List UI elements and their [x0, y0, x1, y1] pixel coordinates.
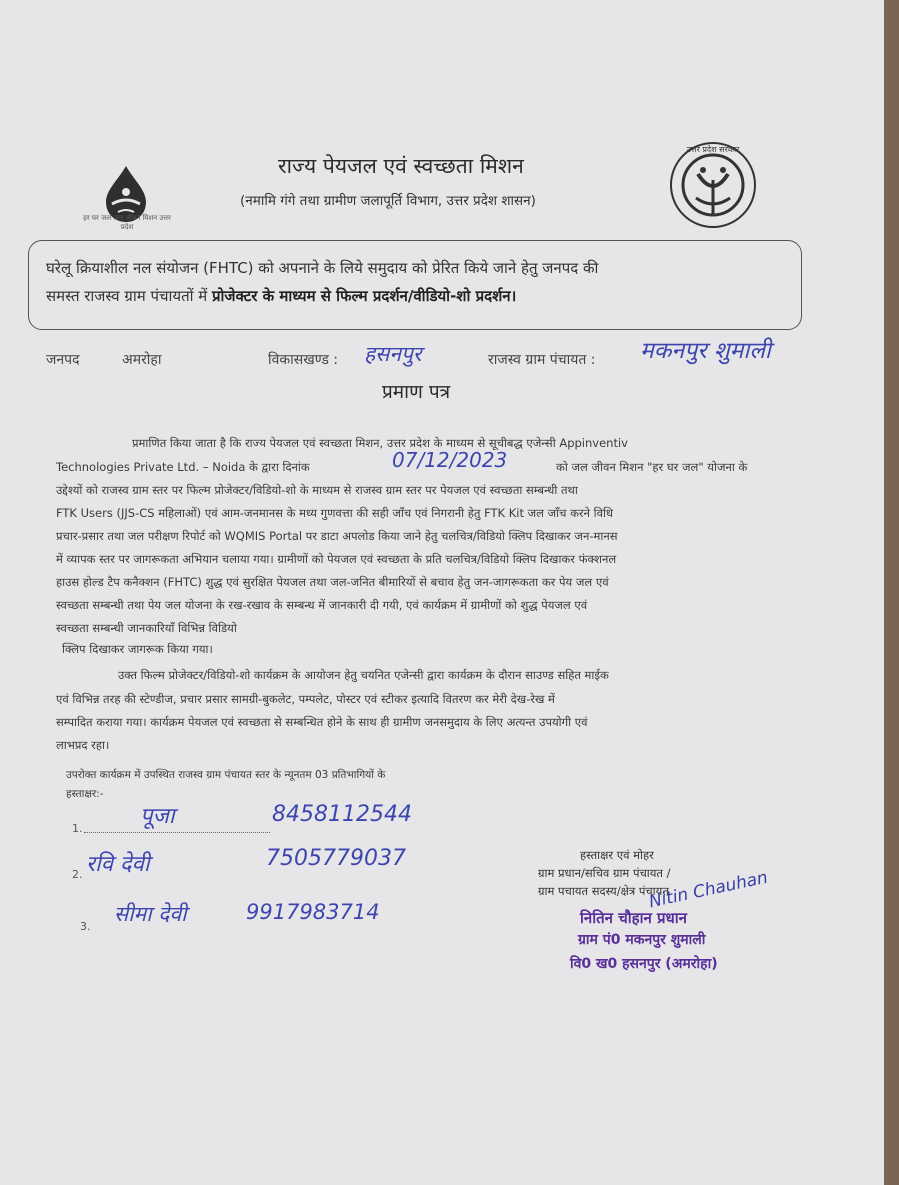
body-line-8: स्वच्छता सम्बन्धी तथा पेय जल योजना के रख-रखाव के सम्बन्ध में जानकारी दी गयी, एवं कार्यक्रम में ग्रामीणों को शुद्ध पेयजल एवं [56, 598, 588, 612]
body-line-1: प्रमाणित किया जाता है कि राज्य पेयजल एवं स्वच्छता मिशन, उत्तर प्रदेश के माध्यम से सूचीबद्ध एजेन्सी Appinventiv [132, 436, 628, 450]
body-line-9: स्वच्छता सम्बन्धी जानकारियाँ विभिन्न विडियो [56, 621, 237, 635]
panchayat-label: राजस्व ग्राम पंचायत : [488, 352, 596, 368]
signature-role-1: ग्राम प्रधान/सचिव ग्राम पंचायत / [538, 866, 671, 880]
stamp-line-1: नितिन चौहान प्रधान [580, 909, 687, 927]
district-value: अमरोहा [122, 352, 162, 368]
body-line-2: Technologies Private Ltd. – Noida के द्वारा दिनांक [56, 460, 310, 474]
district-label: जनपद [46, 352, 80, 368]
witness-3-name: सीमा देवी [114, 902, 187, 926]
block-value-handwritten: हसनपुर [364, 342, 422, 366]
block-label: विकासखण्ड : [268, 352, 339, 368]
certificate-title: प्रमाण पत्र [382, 381, 451, 403]
body-line-12: एवं विभिन्न तरह की स्टेण्डीज, प्रचार प्रसार सामग्री-बुकलेट, पम्पलेट, पोस्टर एवं स्टीकर इत्यादि वितरण कर मेरी देख-रेख में [56, 692, 555, 706]
background-edge [884, 0, 899, 1185]
header-title: राज्य पेयजल एवं स्वच्छता मिशन [278, 154, 524, 178]
witness-2-number: 2. [72, 868, 83, 881]
signature-label: हस्ताक्षर एवं मोहर [580, 848, 654, 862]
up-govt-seal-icon [668, 140, 758, 230]
witness-1-phone: 8458112544 [272, 802, 412, 827]
panchayat-value-handwritten: मकनपुर शुमाली [640, 338, 771, 364]
body-line-5: प्रचार-प्रसार तथा जल परीक्षण रिपोर्ट को WQMIS Portal पर डाटा अपलोड किया जाने हेतु चलचित्र/विडियो क्लिप दिखाकर जन-मानस [56, 529, 618, 543]
subject-line-1: घरेलू क्रियाशील नल संयोजन (FHTC) को अपनाने के लिये समुदाय को प्रेरित किये जाने हेतु जनपद की [46, 259, 599, 277]
witness-2-phone: 7505779037 [266, 846, 406, 871]
body-line-4: FTK Users (JJS-CS महिलाओं) एवं आम-जनमानस के मध्य गुणवत्ता की सही जाँच एवं निगरानी हेतु FTK Kit जल जाँच करने विधि [56, 506, 614, 520]
body-line-6: में व्यापक स्तर पर जागरूकता अभियान चलाया गया। ग्रामीणों को पेयजल एवं स्वच्छता के प्रति चलचित्र/विडियो क्लिप दिखाकर फंक्शनल [56, 552, 617, 566]
left-logo-caption: हर घर जल जल जीवन मिशन उत्तर प्रदेश [83, 214, 171, 231]
witness-1-number: 1. [72, 822, 83, 835]
date-handwritten: 07/12/2023 [392, 448, 508, 472]
body-line-11: उक्त फिल्म प्रोजेक्टर/विडियो-शो कार्यक्रम के आयोजन हेतु चयनित एजेन्सी द्वारा कार्यक्रम के दौरान साउण्ड सहित माईक [118, 668, 609, 682]
body-line-13: सम्पादित कराया गया। कार्यक्रम पेयजल एवं स्वच्छता से सम्बन्धित होने के साथ ही ग्रामीण जनसमुदाय के लिए अत्यन्त उपयोगी एवं [56, 715, 588, 729]
witness-1-line [84, 818, 270, 833]
seal-text: उत्तर प्रदेश सरकार [686, 145, 740, 154]
witness-3-number: 3. [80, 920, 91, 933]
subject-box [28, 240, 802, 330]
witness-1-name: पूजा [140, 804, 175, 829]
body-line-3: उद्देश्यों को राजस्व ग्राम स्तर पर फिल्म प्रोजेक्टर/विडियो-शो के माध्यम से राजस्व ग्राम स्तर पर पेयजल एवं स्वच्छता सम्बन्धी तथा [56, 483, 578, 497]
witness-intro-2: हस्ताक्षर:- [66, 788, 104, 800]
handwritten-signature: Nitin Chauhan [647, 867, 770, 913]
witness-intro-1: उपरोक्त कार्यक्रम में उपस्थित राजस्व ग्राम पंचायत स्तर के न्यूनतम 03 प्रतिभागियों के [66, 769, 386, 781]
body-line-10: क्लिप दिखाकर जागरूक किया गया। [62, 642, 213, 656]
witness-2-name: रवि देवी [86, 852, 150, 877]
signature-role-2: ग्राम पचायत सदस्य/क्षेत्र पंचायत [538, 884, 669, 898]
body-line-7: हाउस होल्ड टैप कनैक्शन (FHTC) शुद्ध एवं सुरक्षित पेयजल तथा जल-जनित बीमारियों से बचाव हेतु जन-जागरूकता कर पेय जल एवं [56, 575, 609, 589]
body-line-14: लाभप्रद रहा। [56, 738, 110, 752]
header-subtitle: (नमामि गंगे तथा ग्रामीण जलापूर्ति विभाग, उत्तर प्रदेश शासन) [240, 193, 536, 209]
body-line-2b: को जल जीवन मिशन "हर घर जल" योजना के [556, 460, 748, 474]
witness-3-phone: 9917983714 [246, 900, 380, 924]
subject-line-2-plain: समस्त राजस्व ग्राम पंचायतों में [46, 287, 213, 305]
subject-line-2 [46, 286, 516, 306]
subject-line-2-bold: प्रोजेक्टर के माध्यम से फिल्म प्रदर्शन/वीडियो-शो प्रदर्शन। [212, 287, 517, 305]
stamp-line-3: वि0 ख0 हसनपुर (अमरोहा) [570, 956, 718, 972]
stamp-line-2: ग्राम पं0 मकनपुर शुमाली [578, 932, 706, 948]
